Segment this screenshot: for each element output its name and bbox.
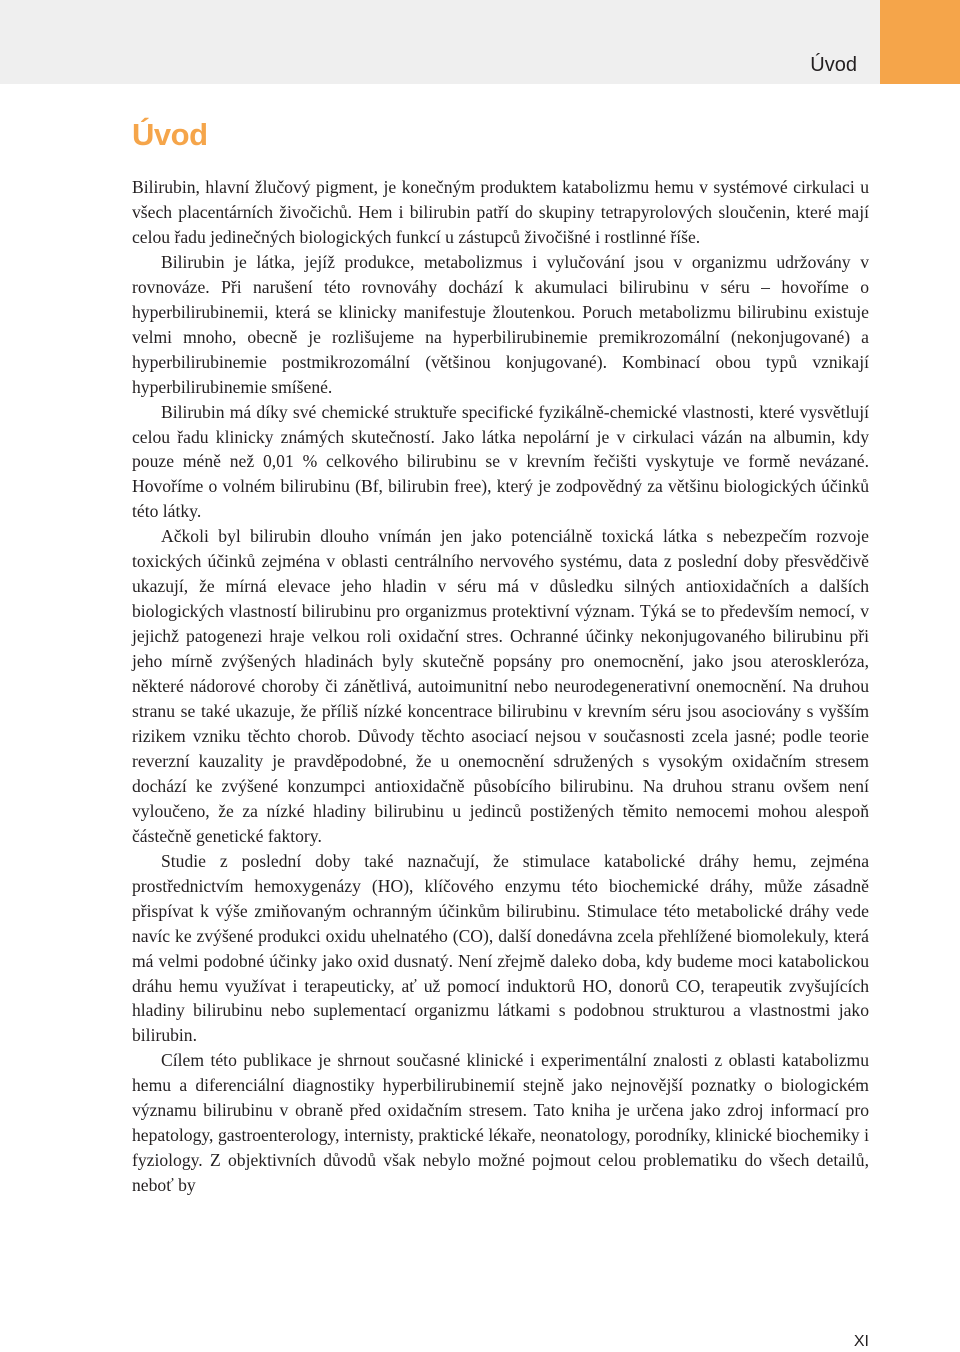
header-band — [0, 0, 880, 84]
header-tab — [880, 0, 960, 84]
paragraph: Bilirubin, hlavní žlučový pigment, je konečným produktem katabolizmu hemu v systémové cirkulaci u všech placentárních živočichů. Hem i bilirubin patří do skupiny tetrapyrolových sloučenin, které mají celou řadu jedinečných biologických funkcí u zástupců živočišné i rostlinné říše. — [132, 177, 869, 247]
paragraph: Bilirubin je látka, jejíž produkce, metabolizmus i vylučování jsou v organizmu udržovány v rovnováze. Při narušení této rovnováhy dochází k akumulaci bilirubinu v séru – hovoříme o hyperbilirubinemii, která se klinicky manifestuje žloutenkou. Poruch metabolizmu bilirubinu existuje velmi mnoho, obecně je rozlišujeme na hyperbilirubinemie premikrozomální (nekonjugované) a hyperbilirubinemie postmikrozomální (většinou konjugované). Kombinací obou typů vznikají hyperbilirubinemie smíšené. — [132, 251, 869, 397]
running-head: Úvod — [810, 54, 857, 76]
chapter-title: Úvod — [132, 117, 208, 152]
page-number: XI — [853, 1333, 869, 1350]
body-text — [132, 175, 869, 1198]
paragraph: Cílem této publikace je shrnout současné klinické i experimentální znalosti z oblasti katabolizmu hemu a diferenciální diagnostiky hyperbilirubinemií stejně jako nejnovější poznatky o biologickém významu bilirubinu v obraně před oxidačním stresem. Tato kniha je určena jako zdroj informací pro hepatology, gastroenterology, internisty, praktické lékaře, neonatology, porodníky, klinické biochemiky i fyziology. Z objektivních důvodů však nebylo možné pojmout celou problematiku do všech detailů, neboť by — [132, 1050, 869, 1196]
paragraph: Bilirubin má díky své chemické struktuře specifické fyzikálně-chemické vlastnosti, které vysvětlují celou řadu klinicky známých skutečností. Jako látka nepolární je v cirkulaci vázán na albumin, kdy pouze méně než 0,01 % celkového bilirubinu se v krevním řečišti vyskytuje ve formě nevázané. Hovoříme o volném bilirubinu (Bf, bilirubin free), který je zodpovědný za většinu biologických účinků této látky. — [132, 401, 869, 522]
paragraph: Studie z poslední doby také naznačují, že stimulace katabolické dráhy hemu, zejména prostřednictvím hemoxygenázy (HO), klíčového enzymu této biochemické dráhy, může zásadně přispívat k výše zmiňovaným ochranným účinkům bilirubinu. Stimulace této metabolické dráhy vede navíc ke zvýšené produkci oxidu uhelnatého (CO), další donedávna zcela přehlížené biomolekuly, která má velmi podobné účinky jako oxid dusnatý. Není zřejmě daleko doba, kdy budeme moci katabolickou dráhu hemu využívat i terapeuticky, ať už pomocí induktorů HO, donorů CO, terapeutik zvyšujících hladiny bilirubinu nebo suplementací organizmu látkami s podobnou strukturou a vlastnostmi jako bilirubin. — [132, 850, 869, 1046]
paragraph: Ačkoli byl bilirubin dlouho vnímán jen jako potenciálně toxická látka s nebezpečím rozvoje toxických účinků zejména v oblasti centrálního nervového systému, data z poslední doby přesvědčivě ukazují, že mírná elevace jeho hladin v séru má v důsledku silných antioxidačních a dalších biologických vlastností bilirubinu pro organizmus protektivní význam. Týká se to především nemocí, v jejichž patogenezi hraje velkou roli oxidační stres. Ochranné účinky nekonjugovaného bilirubinu při jeho mírně zvýšených hladinách byly skutečně popsány pro onemocnění, jako jsou ateroskleróza, některé nádorové choroby či zánětlivá, autoimunitní nebo neurodegenerativní onemocnění. Na druhou stranu se také ukazuje, že příliš nízké koncentrace bilirubinu v krevním séru jsou asociovány s vyšším rizikem vzniku těchto chorob. Důvody těchto asociací nejsou v současnosti zcela jasné; podle teorie reverzní kauzality je pravděpodobné, že u onemocnění sdružených s vysokým oxidačním stresem dochází ke zvýšené konzumpci antioxidačně působícího bilirubinu. Na druhou stranu ovšem není vyloučeno, že za nízké hladiny bilirubinu u jedinců postižených těmito nemocemi mohou alespoň částečně genetické faktory. — [132, 526, 869, 846]
